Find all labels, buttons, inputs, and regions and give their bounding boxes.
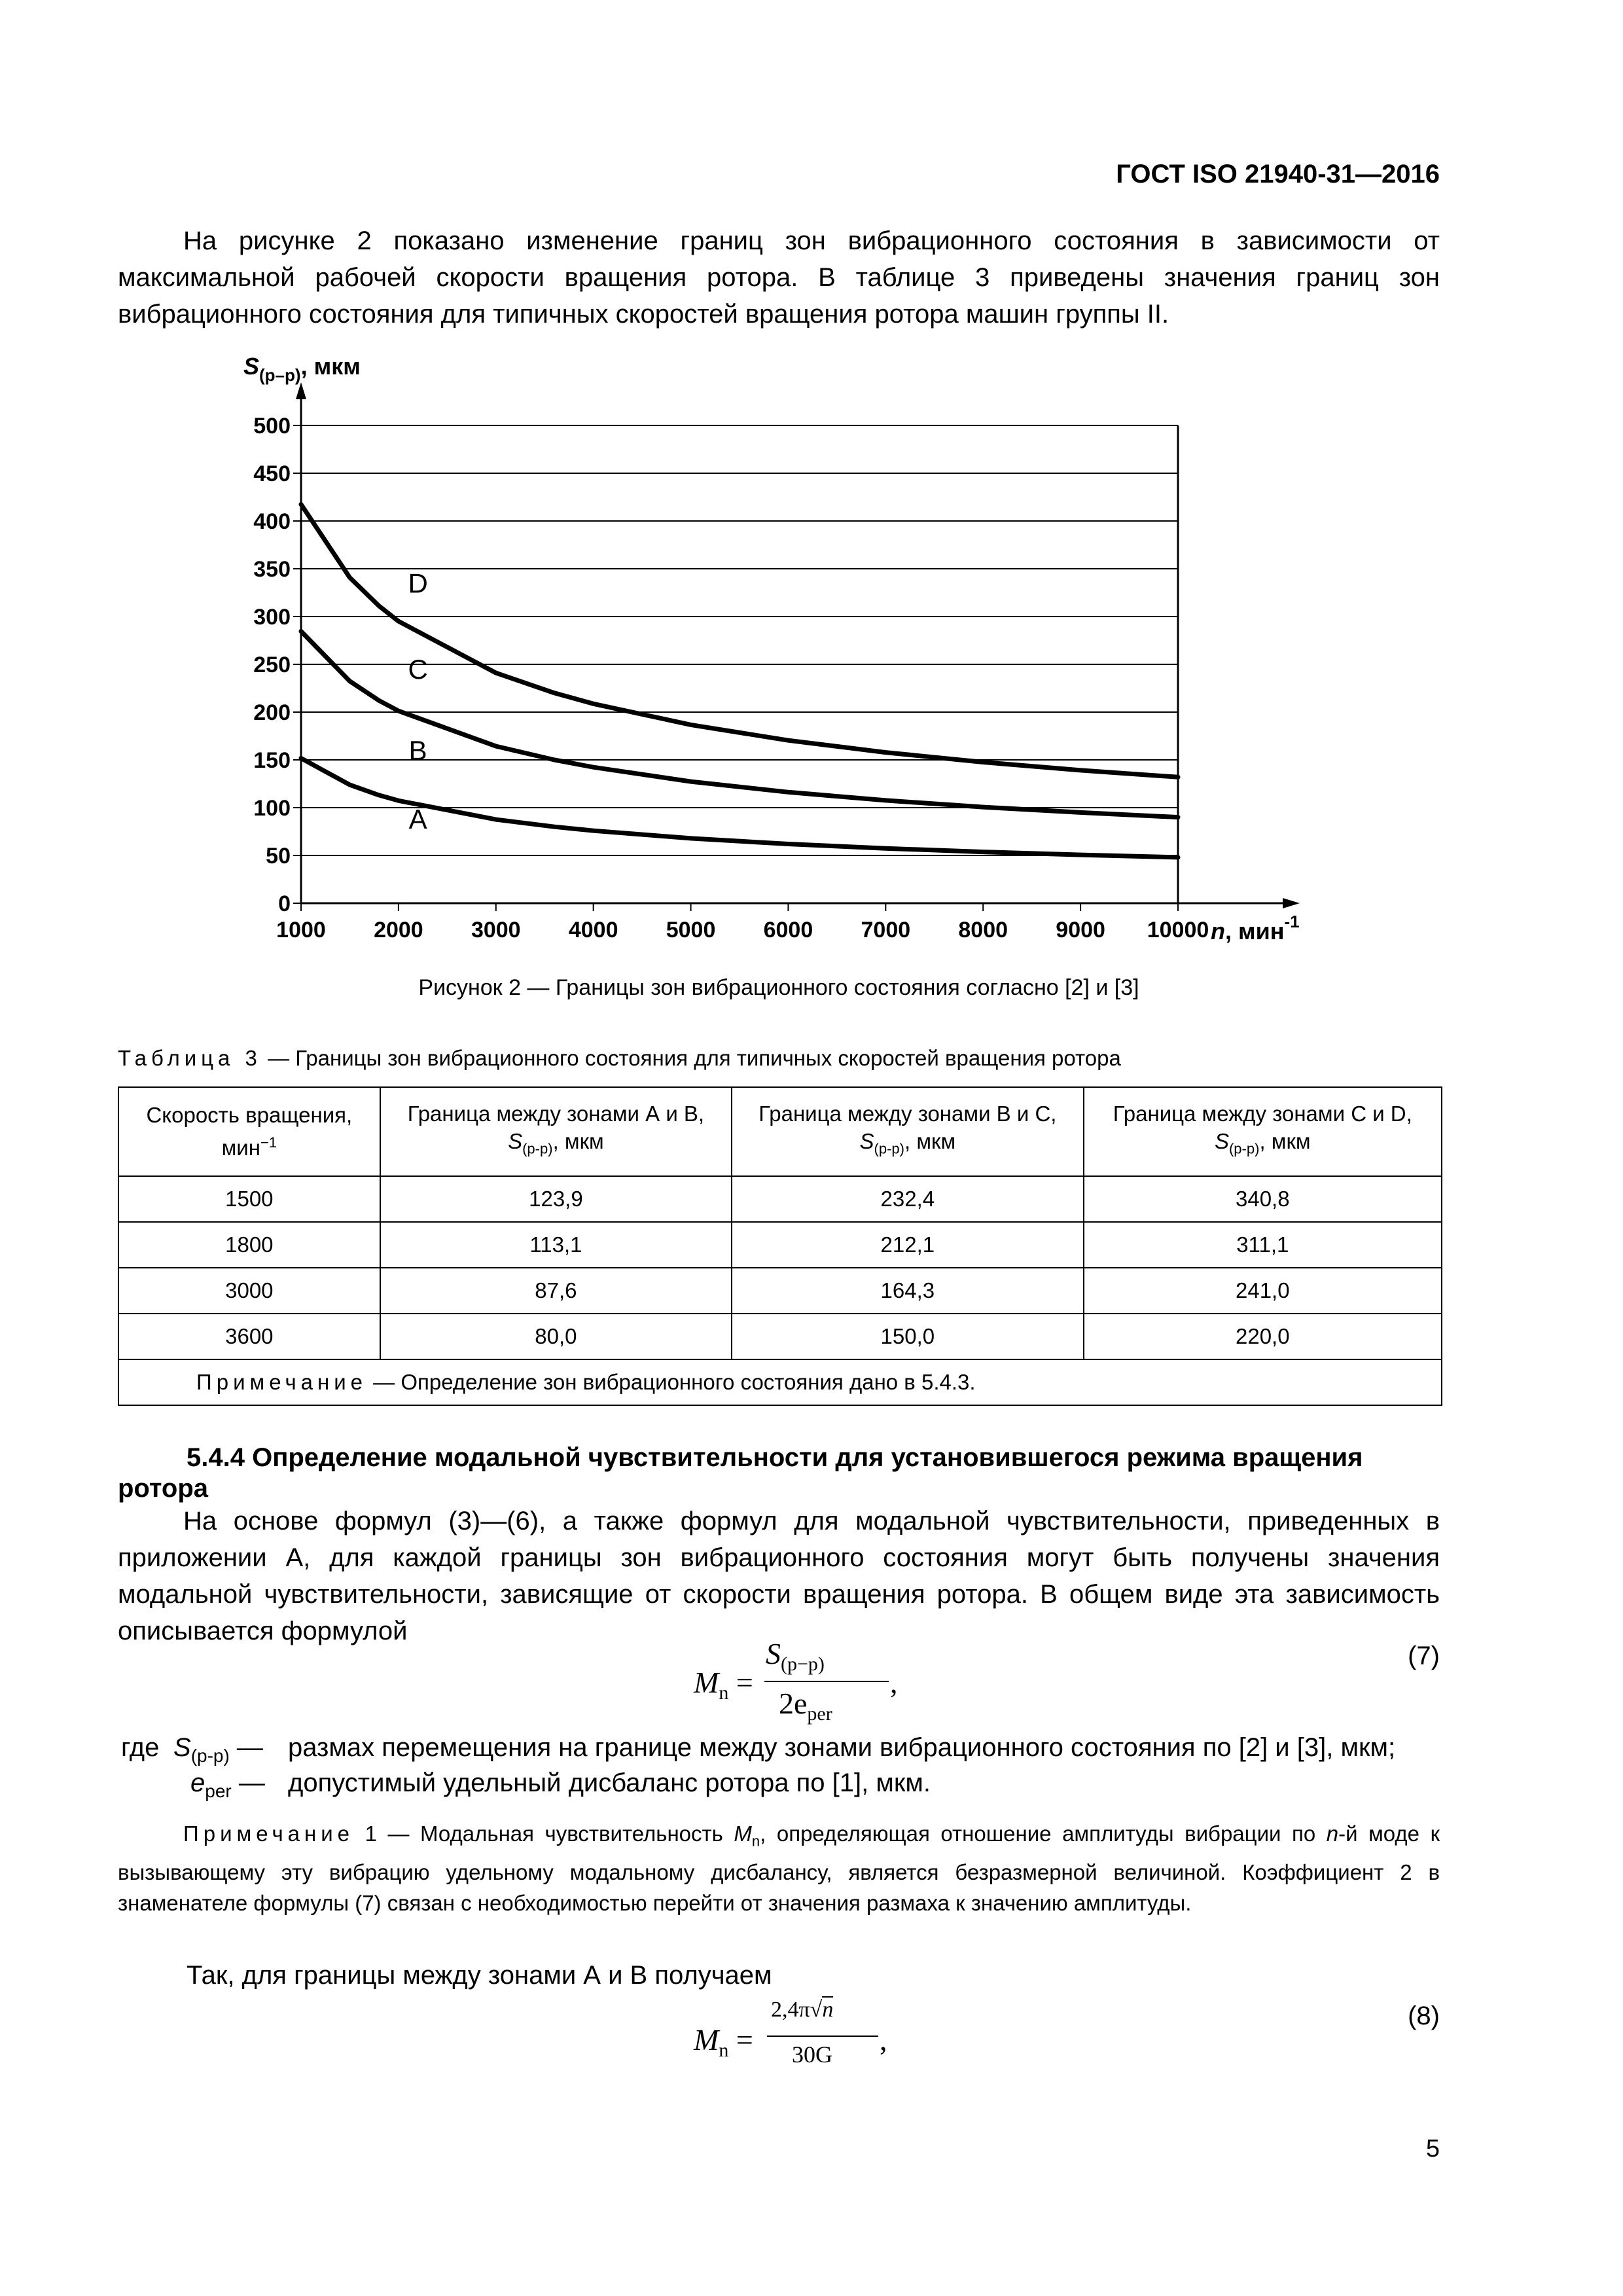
where-s-line: где $S_{(p-p)}$ — размах перемещения на границе между зонами вибрационного состояния по [2] и [3], мкм; — [121, 1733, 1396, 1766]
chart-tick-labels — [253, 414, 1209, 942]
x-tick-label: 10000 — [1147, 918, 1209, 942]
formula-8-fraction-bar — [767, 2036, 878, 2037]
y-tick-label: 450 — [253, 461, 291, 486]
cell-cd: 241,0 — [1084, 1268, 1442, 1314]
formula-8-comma: , — [880, 2023, 887, 2056]
note-1: Примечание 1 — Модальная чувствительность $M_n$, определяющая отношение амплитуды вибрации по n-й моде к вызывающему эту вибрацию удельному модальному дисбалансу, является безразмерной величиной. Коэффициент 2 в знаменателе формулы (7) связан с необходимостью перейти от значения размаха к значению амплитуды. — [118, 1821, 1440, 1915]
section-heading: 5.4.4 Определение модальной чувствительности для установившегося режима вращения — [187, 1443, 1363, 1472]
section-heading-continuation: ротора — [118, 1474, 209, 1503]
series-line-3 — [301, 505, 1178, 778]
chart-series — [301, 505, 1178, 857]
y-tick-label: 300 — [253, 605, 291, 630]
x-tick-label: 4000 — [568, 918, 618, 942]
x-axis-arrow — [1283, 898, 1300, 908]
column-header-cd: Граница между зонами С и D, $S_{(p-p)}$, мкм — [1084, 1087, 1442, 1176]
where-s-description: размах перемещения на границе между зонами вибрационного состояния по [2] и [3], мкм; — [288, 1733, 1396, 1762]
cell-bc: 164,3 — [732, 1268, 1083, 1314]
formula-7-comma: , — [890, 1666, 898, 1699]
table-row — [118, 1222, 1442, 1268]
x-tick-label: 3000 — [471, 918, 521, 942]
y-tick-label: 250 — [253, 653, 291, 677]
table-row — [118, 1314, 1442, 1359]
formula-7-number: (7) — [1408, 1641, 1440, 1670]
formula-7-numerator: $S_{(p-p)}$ — [766, 1637, 825, 1676]
series-line-2 — [301, 632, 1178, 817]
y-tick-label: 350 — [253, 557, 291, 582]
table-title — [118, 1046, 1121, 1071]
formula-7-lhs: $M_n$ = — [694, 1666, 753, 1704]
y-tick-label: 400 — [253, 509, 291, 534]
cell-speed: 3000 — [118, 1268, 380, 1314]
cell-cd: 220,0 — [1084, 1314, 1442, 1359]
cell-bc: 212,1 — [732, 1222, 1083, 1268]
cell-cd: 340,8 — [1084, 1176, 1442, 1222]
cell-speed: 3600 — [118, 1314, 380, 1359]
x-tick-label: 9000 — [1056, 918, 1105, 942]
y-tick-label: 150 — [253, 748, 291, 773]
column-header-bc: Граница между зонами В и С, $S_{(p-p)}$, мкм — [732, 1087, 1083, 1176]
section-paragraph: На основе формул (3)—(6), а также формул для модальной чувствительности, приведенных в приложении А, для каждой границы зон вибрационного состояния могут быть получены значения модальной чувствительности, зависящие от скорости вращения ротора. В общем виде эта зависимость описывается формулой — [118, 1507, 1440, 1645]
x-tick-label: 2000 — [374, 918, 423, 942]
formula-8 — [694, 1996, 969, 2081]
page-number: 5 — [1425, 2135, 1440, 2162]
cell-ab: 123,9 — [380, 1176, 732, 1222]
x-tick-label: 5000 — [666, 918, 716, 942]
formula-8-lhs: $M_n$ = — [694, 2023, 753, 2062]
formula-8-number: (8) — [1408, 2001, 1440, 2030]
table-row — [118, 1176, 1442, 1222]
cell-ab: 113,1 — [380, 1222, 732, 1268]
table-header-row — [118, 1087, 1442, 1176]
cell-ab: 80,0 — [380, 1314, 732, 1359]
table-note-row — [118, 1359, 1442, 1405]
formula-7 — [694, 1636, 955, 1728]
y-tick-label: 500 — [253, 414, 291, 439]
cell-speed: 1800 — [118, 1222, 380, 1268]
where-e-description: допустимый удельный дисбаланс ротора по [1], мкм. — [288, 1768, 931, 1797]
x-tick-label: 7000 — [861, 918, 911, 942]
zone-label-d: D — [408, 567, 428, 599]
x-tick-label: 8000 — [958, 918, 1008, 942]
chart-grid — [301, 425, 1178, 903]
chart-zone-labels — [408, 568, 427, 835]
zone-boundaries-chart — [242, 347, 1315, 962]
zone-boundaries-table — [118, 1086, 1442, 1406]
y-tick-label: 0 — [278, 891, 291, 916]
table-title-prefix: Таблица 3 — [118, 1046, 262, 1070]
where-block — [121, 1733, 1443, 1804]
figure-caption: Рисунок 2 — Границы зон вибрационного состояния согласно [2] и [3] — [418, 975, 1139, 1000]
y-tick-label: 100 — [253, 796, 291, 821]
y-tick-label: 200 — [253, 700, 291, 725]
cell-speed: 1500 — [118, 1176, 380, 1222]
formula-7-fraction-bar — [764, 1681, 889, 1682]
intro-paragraph: На рисунке 2 показано изменение границ зон вибрационного состояния в зависимости от максимальной рабочей скорости вращения ротора. В таблице 3 приведены значения границ зон вибрационного состояния для типичных скоростей вращения ротора машин группы II. — [118, 226, 1440, 329]
x-tick-label: 1000 — [276, 918, 326, 942]
formula-8-denominator: 30G — [792, 2041, 832, 2068]
cell-bc: 232,4 — [732, 1176, 1083, 1222]
table-row — [118, 1268, 1442, 1314]
zone-label-b: B — [408, 735, 427, 766]
cell-ab: 87,6 — [380, 1268, 732, 1314]
y-axis-label: $S_{(p-p)}$, мкм — [243, 353, 361, 385]
x-tick-label: 6000 — [763, 918, 813, 942]
formula-7-denominator: $2e_{per}$ — [779, 1687, 832, 1725]
x-axis-label: n, мин$^{-1}$ — [1211, 912, 1300, 944]
y-tick-label: 50 — [266, 844, 291, 869]
column-header-speed: Скорость вращения, мин$^{-1}$ — [118, 1087, 380, 1176]
ab-boundary-line: Так, для границы между зонами А и В получаем — [187, 1961, 772, 1990]
zone-label-c: C — [408, 653, 428, 685]
where-e-line: $e_{per}$ — допустимый удельный дисбаланс ротора по [1], мкм. — [190, 1768, 931, 1801]
zone-label-a: A — [408, 804, 427, 835]
document-id: ГОСТ ISO 21940-31—2016 — [1116, 160, 1440, 188]
cell-bc: 150,0 — [732, 1314, 1083, 1359]
table-note: Примечание — Определение зон вибрационного состояния дано в 5.4.3. — [118, 1359, 1442, 1405]
column-header-ab: Граница между зонами А и В, $S_{(p-p)}$, мкм — [380, 1087, 732, 1176]
cell-cd: 311,1 — [1084, 1222, 1442, 1268]
table-title-text: — Границы зон вибрационного состояния для типичных скоростей вращения ротора — [261, 1046, 1121, 1070]
formula-8-numerator: 2,4π√n — [771, 1998, 834, 2022]
